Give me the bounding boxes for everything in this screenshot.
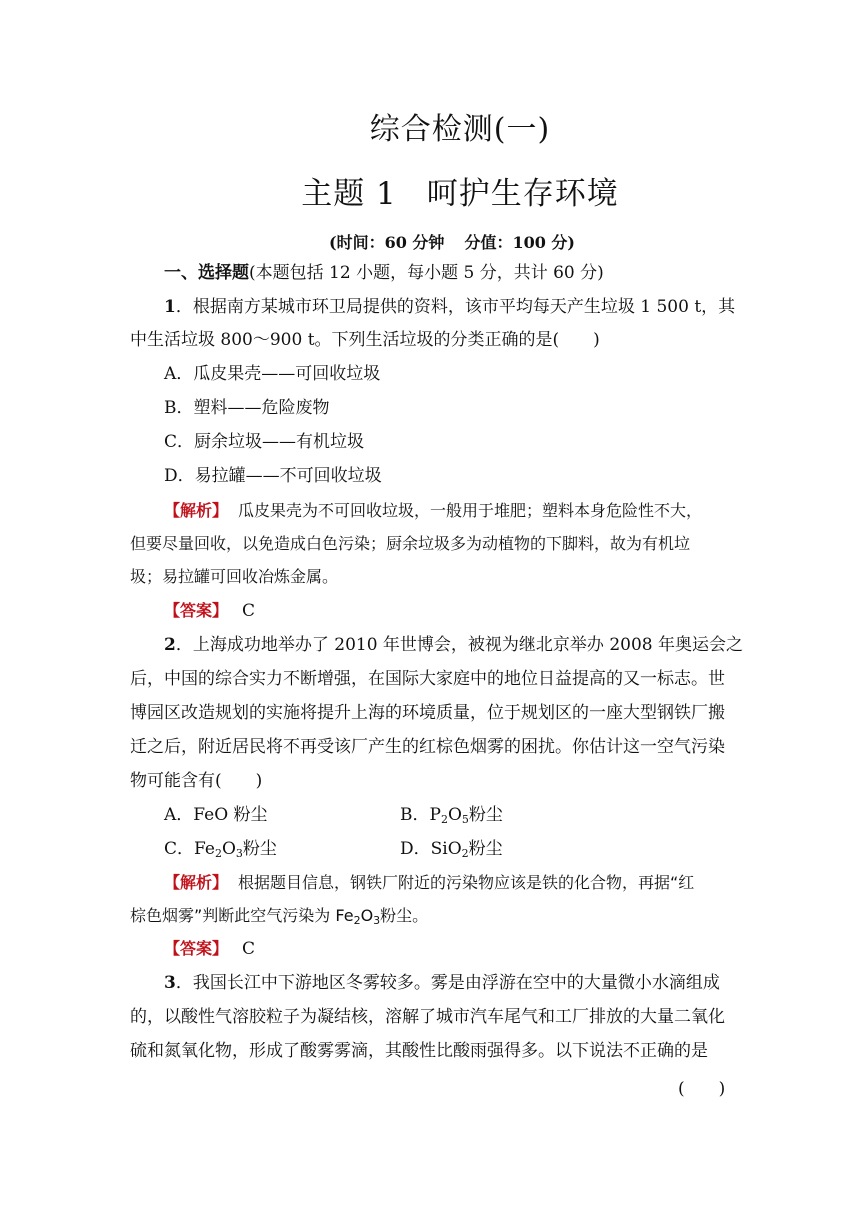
q1-analysis-line2: 但要尽量回收，以免造成白色污染；厨余垃圾多为动植物的下脚料，故为有机垃 bbox=[130, 534, 691, 553]
q2-answer bbox=[164, 938, 764, 960]
q2-opt-b-mid: O bbox=[447, 805, 462, 825]
q2-analysis-1: 根据题目信息，钢铁厂附近的污染物应该是铁的化合物，再据“红 bbox=[238, 873, 695, 892]
q1-answer-tag: 【答案】 bbox=[164, 601, 229, 620]
q2-opt-c-pre: C．Fe bbox=[164, 839, 215, 859]
q1-analysis-tag: 【解析】 bbox=[164, 501, 229, 520]
q1-analysis-line1 bbox=[164, 500, 730, 522]
q2-analysis-2-sub1: 2 bbox=[353, 914, 361, 927]
q1-text-1: ．根据南方某城市环卫局提供的资料，该市平均每天产生垃圾 1 500 t，其 bbox=[175, 297, 736, 317]
q1-answer bbox=[164, 600, 764, 622]
q2-opt-b-sub1: 2 bbox=[440, 813, 448, 826]
doc-title: 综合检测(一) bbox=[369, 112, 551, 147]
q2-analysis-2-sub2: 3 bbox=[373, 914, 381, 927]
q2-opt-d-sub1: 2 bbox=[461, 847, 469, 860]
q2-opt-c-mid: O bbox=[221, 839, 236, 859]
q2-analysis-line1 bbox=[164, 872, 730, 894]
q2-opt-d-pre: D．SiO bbox=[400, 839, 462, 859]
q2-number: 2 bbox=[164, 635, 176, 655]
q2-option-b bbox=[400, 804, 503, 826]
section-title: 一、选择题 bbox=[164, 263, 249, 283]
q3-stem-line2: 的，以酸性气溶胶粒子为凝结核，溶解了城市汽车尾气和工厂排放的大量二氧化 bbox=[130, 1007, 725, 1027]
q3-text-1: ．我国长江中下游地区冬雾较多。雾是由浮游在空中的大量微小水滴组成 bbox=[175, 973, 720, 993]
subtitle-text: 呵护生存环境 bbox=[426, 176, 619, 212]
q2-answer-value: C bbox=[242, 939, 256, 959]
q2-stem-line4: 迁之后，附近居民将不再受该厂产生的红棕色烟雾的困扰。你估计这一空气污染 bbox=[130, 737, 725, 757]
q2-stem-line5: 物可能含有( ) bbox=[130, 771, 263, 791]
q2-opt-c-sub2: 3 bbox=[235, 847, 243, 860]
section-heading bbox=[164, 262, 764, 284]
q2-opt-b-post: 粉尘 bbox=[468, 805, 503, 825]
q1-analysis-line3: 圾；易拉罐可回收冶炼金属。 bbox=[130, 567, 339, 586]
q1-option-d: D．易拉罐——不可回收垃圾 bbox=[164, 466, 382, 486]
subtitle-number: 主题 1 bbox=[301, 176, 397, 212]
q2-text-1: ．上海成功地举办了 2010 年世博会，被视为继北京举办 2008 年奥运会之 bbox=[175, 635, 743, 655]
q2-opt-c-sub1: 2 bbox=[214, 847, 222, 860]
q2-analysis-2-pre: 棕色烟雾”判断此空气污染为 Fe bbox=[130, 906, 354, 925]
q2-stem-line1 bbox=[164, 634, 743, 656]
q1-number: 1 bbox=[164, 297, 176, 317]
q2-option-c bbox=[164, 838, 277, 860]
exam-time: (时间：60 分钟 bbox=[329, 233, 445, 252]
q3-stem-line1 bbox=[164, 972, 730, 994]
q2-opt-b-pre: B．P bbox=[400, 805, 441, 825]
q2-opt-c-post: 粉尘 bbox=[242, 839, 277, 859]
q1-answer-value: C bbox=[242, 601, 256, 621]
q2-option-a: A．FeO 粉尘 bbox=[164, 805, 268, 825]
q1-option-b: B．塑料——危险废物 bbox=[164, 398, 330, 418]
q2-analysis-2-post: 粉尘。 bbox=[380, 906, 429, 925]
q2-analysis-tag: 【解析】 bbox=[164, 873, 229, 892]
q1-stem-line1 bbox=[164, 296, 736, 318]
q2-option-d bbox=[400, 838, 503, 860]
q2-stem-line3: 博园区改造规划的实施将提升上海的环境质量，位于规划区的一座大型钢铁厂搬 bbox=[130, 703, 725, 723]
q1-analysis-1: 瓜皮果壳为不可回收垃圾，一般用于堆肥；塑料本身危险性不大， bbox=[238, 501, 703, 520]
q2-answer-tag: 【答案】 bbox=[164, 939, 229, 958]
q2-opt-b-sub2: 5 bbox=[461, 813, 469, 826]
q3-answer-paren: ( ) bbox=[678, 1079, 726, 1099]
section-desc: (本题包括 12 小题，每小题 5 分，共计 60 分) bbox=[249, 263, 604, 283]
q2-stem-line2: 后，中国的综合实力不断增强，在国际大家庭中的地位日益提高的又一标志。世 bbox=[130, 669, 725, 689]
doc-subtitle bbox=[0, 168, 860, 213]
q1-option-a: A．瓜皮果壳——可回收垃圾 bbox=[164, 364, 381, 384]
q2-opt-d-post: 粉尘 bbox=[468, 839, 503, 859]
q1-stem-line2: 中生活垃圾 800～900 t。下列生活垃圾的分类正确的是( ) bbox=[130, 330, 600, 350]
exam-score: 分值：100 分) bbox=[464, 233, 575, 252]
q3-stem-line3: 硫和氮氧化物，形成了酸雾雾滴，其酸性比酸雨强得多。以下说法不正确的是 bbox=[130, 1041, 708, 1061]
exam-meta bbox=[0, 230, 860, 253]
q2-analysis-line2 bbox=[130, 905, 730, 927]
q3-number: 3 bbox=[164, 973, 176, 993]
q2-analysis-2-mid: O bbox=[360, 906, 374, 925]
q1-option-c: C．厨余垃圾——有机垃圾 bbox=[164, 432, 365, 452]
